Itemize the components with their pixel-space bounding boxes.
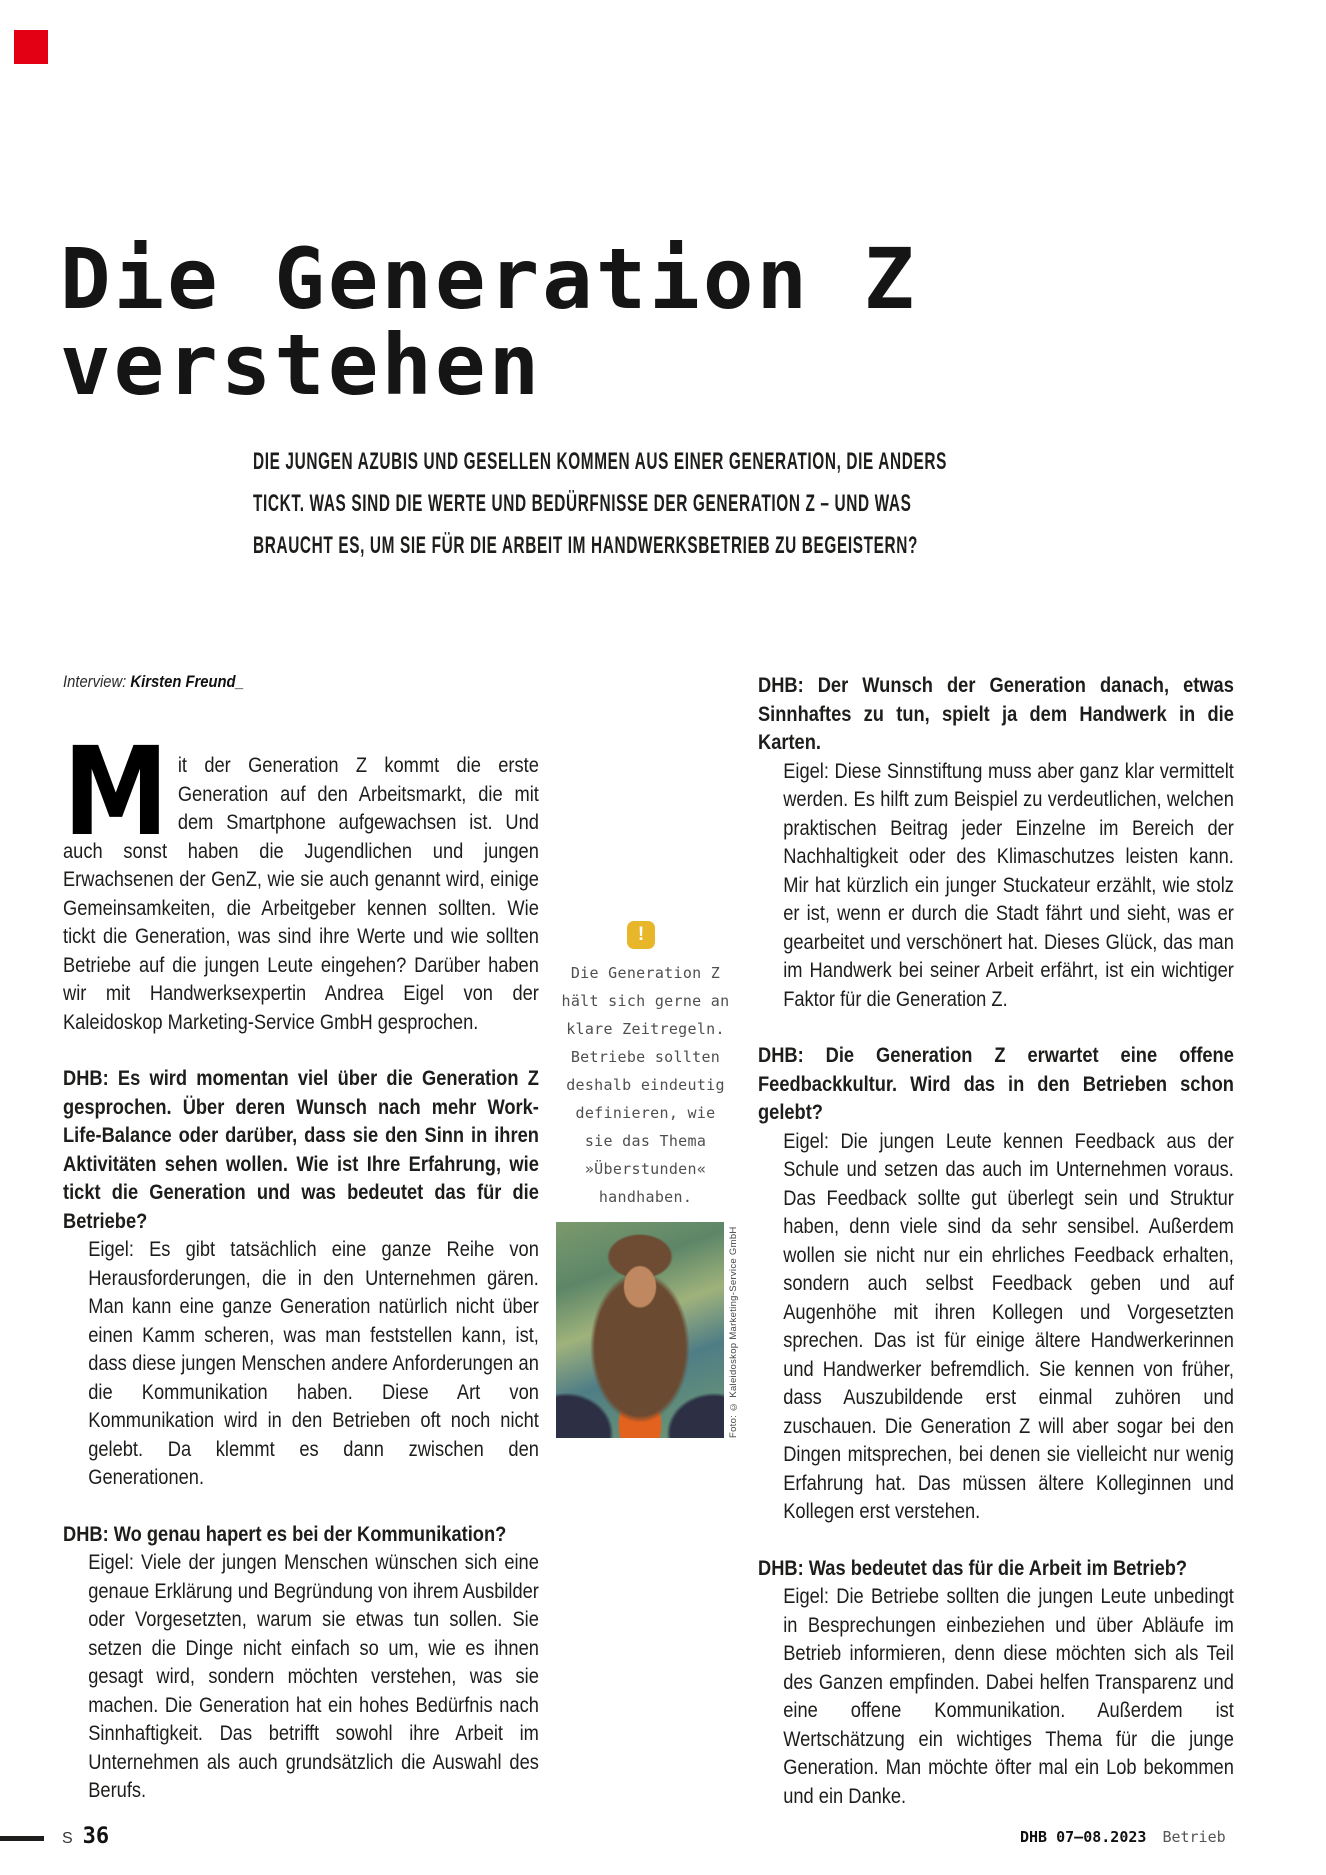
standfirst-line: TICKT. WAS SIND DIE WERTE UND BEDÜRFNISSE DER GENERATION Z – UND WAS: [253, 490, 912, 517]
exclamation-icon: [627, 921, 655, 949]
answer-1: Eigel: Es gibt tatsächlich eine ganze Reihe von Herausforderungen, die in den Unternehmen gären. Man kann eine ganze Generation natürlich nicht über einen Kamm scheren, was man feststellen kann, ist, dass diese jungen Menschen andere Anforderungen an die Kommunikation haben. Diese Art von Kommunikation wird in den Betrieben oft noch nicht gelebt. Da klemmt es dann zwischen den Generationen.: [88, 1238, 539, 1489]
question-1: DHB: Es wird momentan viel über die Generation Z gesprochen. Über deren Wunsch nach mehr Work-Life-Balance oder darüber, dass sie den Sinn in ihren Aktivitäten sehen wollen. Wie ist Ihre Erfahrung, wie tickt die Generation und was bedeutet das für die Betriebe?: [63, 1067, 539, 1233]
answer-4: Eigel: Die jungen Leute kennen Feedback aus der Schule und setzen das auch im Unternehmen voraus. Das Feedback sollte gut überlegt sein und Struktur haben, denn viele sind da sehr sensibel. Außerdem wollen sie nicht nur ein ehrliches Feedback erhalten, sondern auch selbst Feedback geben und auf Augenhöhe mit ihren Kollegen und Vorgesetzten sprechen. Das ist für einige ältere Handwerkerinnen und Handwerker befremdlich. Sie kennen von früher, dass Auszubildende erst einmal zuhören und zuschauen. Die Generation Z will aber sogar bei den Dingen mitsprechen, bei denen sie vielleicht nur wenig Erfahrung hat. Das müssen ältere Kolleginnen und Kollegen erst verstehen.: [783, 1129, 1234, 1523]
page-number: [62, 1824, 109, 1849]
footer-issue: [1020, 1828, 1226, 1846]
portrait-photo: [556, 1222, 724, 1438]
question-2: DHB: Wo genau hapert es bei der Kommunikation?: [63, 1522, 507, 1546]
page-title-line2: verstehen: [60, 316, 543, 414]
pull-quote: Die Generation Z hält sich gerne an klare Zeitregeln. Betriebe sollten deshalb eindeutig definieren, wie sie das Thema »Überstunden« handhaben.: [561, 964, 730, 1206]
standfirst-line: BRAUCHT ES, UM SIE FÜR DIE ARBEIT IM HANDWERKSBETRIEB ZU BEGEISTERN?: [253, 532, 919, 559]
drop-cap: M: [63, 721, 169, 863]
page-title-line1: Die Generation Z: [60, 230, 918, 328]
byline-label: Interview:: [63, 672, 127, 691]
intro-text: it der Generation Z kommt die erste Generation auf den Arbeitsmarkt, die mit dem Smartphone aufgewachsen ist. Und auch sonst haben die Jugendlichen und jungen Erwachsenen der GenZ, wie sie auch genannt wird, einige Gemeinsamkeiten, die Arbeitgeber kennen sollten. Wie tickt die Generation, was sind ihre Werte und wie sollten Betriebe auf die jungen Leute eingehen? Darüber haben wir mit Handwerksexpertin Andrea Eigel von der Kaleidoskop Marketing-Service GmbH gesprochen.: [63, 754, 539, 1034]
column-left: [63, 672, 541, 1806]
intro-paragraph: [63, 721, 539, 1037]
footer-rule: [0, 1836, 44, 1841]
page-title: [60, 230, 918, 414]
page-number-prefix: S: [62, 1830, 74, 1847]
question-4: DHB: Die Generation Z erwartet eine offene Feedbackkultur. Wird das in den Betrieben schon gelebt?: [758, 1044, 1234, 1124]
footer-issue-label: DHB 07–08.2023: [1020, 1828, 1147, 1846]
photo-credit: Foto: © Kaleidoskop Marketing-Service GmbH: [728, 1226, 739, 1438]
column-right: [758, 672, 1236, 1811]
page-number-value: 36: [82, 1824, 110, 1849]
answer-3: Eigel: Diese Sinnstiftung muss aber ganz klar vermittelt werden. Es hilft zum Beispiel zu verdeutlichen, welchen praktischen Beitrag jeder Einzelne im Bereich der Nachhaltigkeit oder des Klimaschutzes leisten kann. Mir hat kürzlich ein junger Stuckateur erzählt, wie stolz er ist, wenn er durch die Stadt fährt und sieht, was er gearbeitet und verschönert hat. Dieses Glück, das man im Handwerk bei seiner Arbeit erfährt, ist ein wichtiger Faktor für die Generation Z.: [783, 759, 1234, 1011]
question-5: DHB: Was bedeutet das für die Arbeit im Betrieb?: [758, 1556, 1188, 1580]
exclamation-glyph: !: [637, 924, 645, 945]
answer-5: Eigel: Die Betriebe sollten die jungen Leute unbedingt in Besprechungen einbeziehen und über Abläufe im Betrieb informieren, denn diese möchten sich als Teil des Ganzen empfinden. Dabei helfen Transparenz und eine offene Kommunikation. Außerdem ist Wertschätzung ein wichtiges Thema für die junge Generation. Man möchte öfter mal ein Lob bekommen und ein Danke.: [783, 1585, 1234, 1808]
answer-2: Eigel: Viele der jungen Menschen wünschen sich eine genaue Erklärung und Begründung von ihrem Ausbilder oder Vorgesetzten, warum sie etwas tun sollen. Sie setzen die Dinge nicht einfach so um, wie es ihnen gesagt wird, sondern möchten verstehen, was sie machen. Die Generation hat ein hohes Bedürfnis nach Sinnhaftigkeit. Das betrifft sowohl ihre Arbeit im Unternehmen als auch grundsätzlich die Auswahl des Berufs.: [88, 1551, 539, 1802]
byline-name: Kirsten Freund_: [130, 672, 244, 691]
article-standfirst: [253, 441, 1008, 567]
standfirst-line: DIE JUNGEN AZUBIS UND GESELLEN KOMMEN AUS EINER GENERATION, DIE ANDERS: [253, 448, 947, 475]
footer-section-label: Betrieb: [1162, 1828, 1226, 1846]
question-3: DHB: Der Wunsch der Generation danach, etwas Sinnhaftes zu tun, spielt ja dem Handwerk in die Karten.: [758, 674, 1234, 754]
page-corner-marker: [14, 30, 48, 64]
byline: [63, 672, 539, 692]
